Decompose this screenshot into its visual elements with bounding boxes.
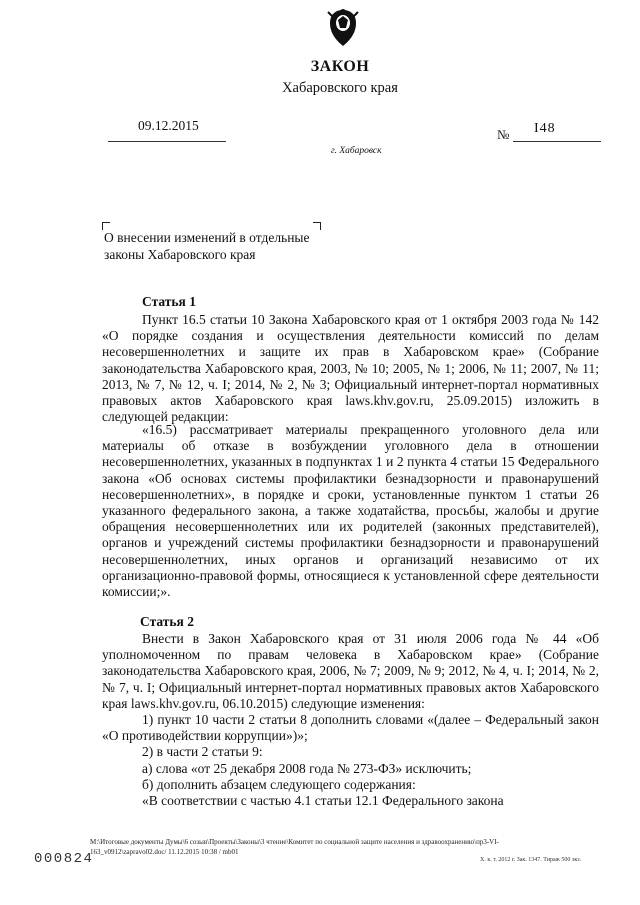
article-2-item: б) дополнить абзацем следующего содержания:	[142, 776, 416, 792]
law-subject: О внесении изменений в отдельные законы Хабаровского края	[104, 230, 310, 262]
document-title: ЗАКОН	[310, 58, 370, 75]
article-2-body	[102, 631, 599, 809]
article-2-item: а) слова «от 25 декабря 2008 года № 273-ФЗ» исключить;	[142, 760, 472, 776]
article-2-heading: Статья 2	[140, 614, 194, 629]
footer-path-line: М:\Итоговые документы Думы\6 созыв\Проекты\Законы\3 чтение\Комитет по социальной защите населения и здравоохранению\пр3-VI-	[90, 838, 499, 846]
article-1-body	[102, 312, 599, 425]
footer-file-path	[90, 838, 610, 857]
article-1-heading: Статья 1	[142, 294, 196, 309]
article-2-item: «В соответствии с частью 4.1 статьи 12.1 Федерального закона	[142, 793, 504, 809]
document-date: 09.12.2015	[138, 118, 199, 133]
article-2-paragraph: Внести в Закон Хабаровского края от 31 июля 2006 года № 44 «Об уполномоченном по правам человека в Хабаровском крае» (Собрание законодательства Хабаровского края, 2006, № 7; 2009, № 9; 2012, № 4, ч. I; 2014, № 2, № 7, ч. I; Официальный интернет-портал нормативных правовых актов Хабаровского края laws.khv.gov.ru, 06.10.2015) следующие изменения:	[102, 631, 599, 711]
footer-serial-code: 000824	[34, 851, 94, 867]
date-underline	[108, 141, 226, 142]
footer-printer-info: Х. к. т. 2012 г. Зак. 1347. Тираж 500 экз.	[480, 857, 582, 863]
article-2-item: 2) в части 2 статьи 9:	[142, 744, 263, 760]
number-underline	[513, 141, 601, 142]
number-sign: №	[497, 127, 510, 142]
document-number: I48	[534, 121, 556, 136]
document-subtitle: Хабаровского края	[282, 80, 398, 96]
article-2-item: 1) пункт 10 части 2 статьи 8 дополнить словами «(далее – Федеральный закон «О противодействии коррупции»)»;	[102, 712, 599, 744]
article-1-quote-paragraph: «16.5) рассматривает материалы прекращенного уголовного дела или материалы об отказе в возбуждении уголовного дела в отношении несовершеннолетних, указанных в подпунктах 1 и 2 пункта 4 статьи 15 Федерального закона «Об основах системы профилактики безнадзорности и правонарушений несовершеннолетних», в порядке и сроки, установленные пунктом 1 статьи 26 указанного федерального закона, а также ходатайства, просьбы, жалобы и другие обращения несовершеннолетних или их родителей (законных представителей), органов и учреждений системы профилактики безнадзорности и правонарушений несовершеннолетних, иных органов и организаций независимо от их организационно-правовой формы, относящиеся к установленной сфере деятельности комиссии;».	[102, 422, 599, 600]
article-1-paragraph: Пункт 16.5 статьи 10 Закона Хабаровского края от 1 октября 2003 года № 142 «О порядке создания и осуществления деятельности комиссий по делам несовершеннолетних и защите их прав в Хабаровском крае» (Собрание законодательства Хабаровского края, 2003, № 10; 2005, № 1; 2006, № 11; 2007, № 11; 2013, № 7, № 12, ч. I; 2014, № 2, № 3; Официальный интернет-портал нормативных правовых актов Хабаровского края laws.khv.gov.ru, 25.09.2015) изложить в следующей редакции:	[102, 312, 599, 425]
city-name: г. Хабаровск	[331, 146, 382, 156]
footer-path-line: 163_v0912\zapravo02.doc/ 11.12.2015 10:38 / mb01	[90, 847, 239, 856]
article-1-quote	[102, 422, 599, 600]
coat-of-arms-emblem	[325, 6, 361, 50]
